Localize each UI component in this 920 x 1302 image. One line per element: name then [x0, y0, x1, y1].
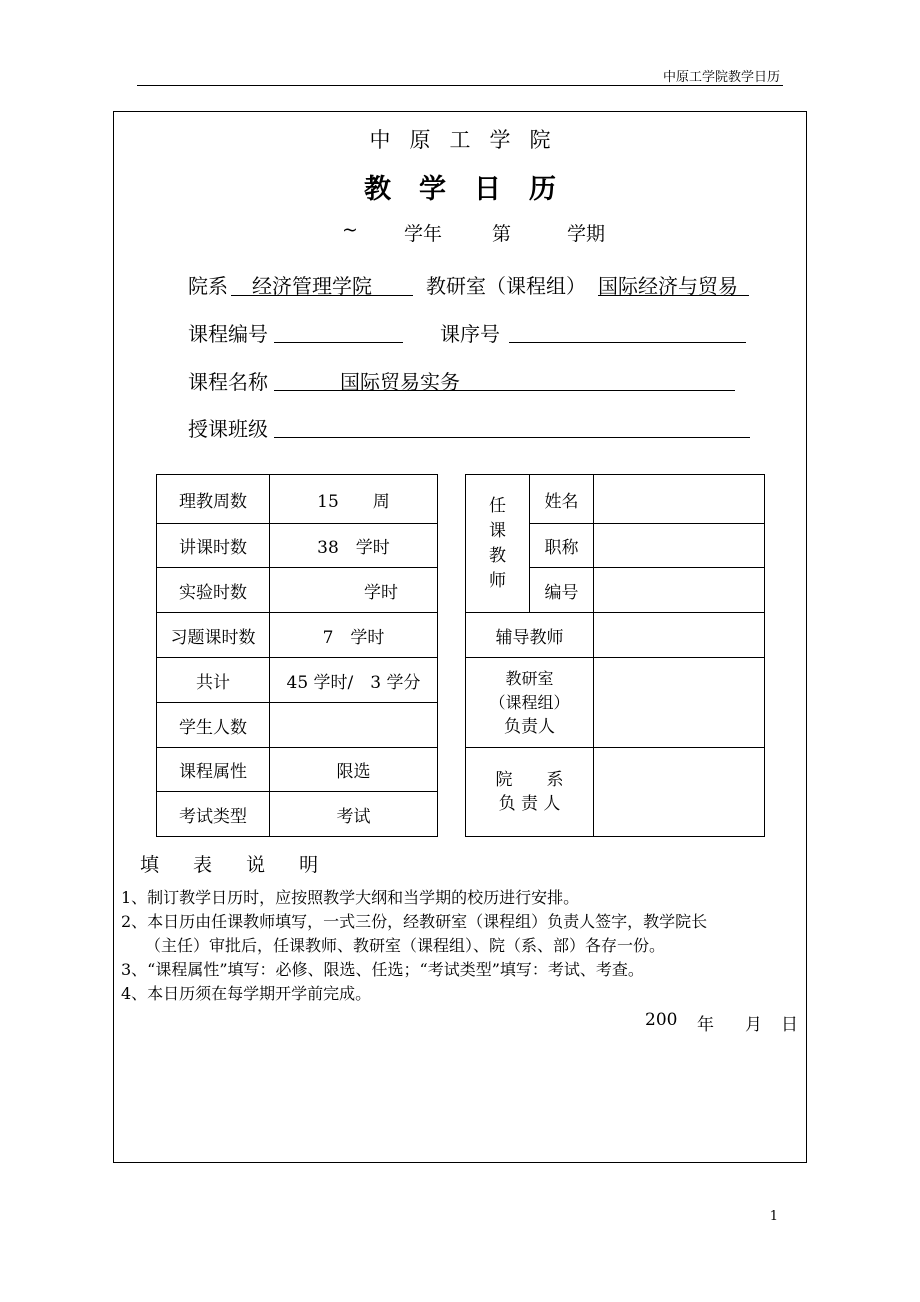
course-code-underline[interactable]: [274, 342, 403, 343]
assistant-label: 辅导教师: [466, 613, 594, 658]
course-name-value[interactable]: 国际贸易实务: [340, 370, 460, 394]
instruction-item: （主任）审批后，任课教师、教研室（课程组）、院（系、部）各存一份。: [145, 936, 666, 955]
class-underline[interactable]: [274, 437, 750, 438]
date-month-label: 月: [745, 1015, 762, 1035]
page-number: 1: [769, 1209, 778, 1224]
class-label: 授课班级: [188, 417, 268, 441]
staff-table: [465, 474, 765, 837]
section-label: 教研室（课程组）: [426, 274, 586, 298]
hours-value[interactable]: 45 学时/ 3 学分: [270, 658, 438, 703]
section-head-value[interactable]: [594, 658, 765, 748]
teacher-label-char: 课: [489, 520, 506, 541]
hours-value[interactable]: 15 周: [270, 475, 438, 524]
hours-table: [156, 474, 438, 837]
date-year-label: 年: [697, 1015, 714, 1035]
course-name-underline: [274, 390, 735, 391]
hours-value[interactable]: 7 学时: [270, 613, 438, 658]
id-label: 编号: [530, 568, 594, 613]
hours-value[interactable]: 学时: [270, 568, 438, 613]
term-year-label: 学年: [404, 223, 443, 245]
date-line: [0, 1010, 920, 1034]
hours-label: 讲课时数: [157, 524, 270, 568]
hours-label: 实验时数: [157, 568, 270, 613]
section-head-label: [466, 658, 594, 748]
title-value[interactable]: [594, 524, 765, 568]
term-semester-label: 学期: [567, 223, 606, 245]
hours-value[interactable]: 考试: [270, 792, 438, 837]
header-rule: [137, 85, 783, 86]
teacher-label-char: 师: [489, 570, 506, 591]
name-label: 姓名: [530, 475, 594, 524]
teacher-label: [466, 475, 530, 613]
teacher-label-char: 任: [489, 495, 506, 516]
header-text: 中原工学院教学日历: [662, 70, 780, 85]
instruction-item: 1、制订教学日历时，应按照教学大纲和当学期的校历进行安排。: [121, 888, 580, 907]
hours-label: 课程属性: [157, 748, 270, 792]
hours-label: 习题课时数: [157, 613, 270, 658]
instructions-title: 填 表 说 明: [140, 854, 333, 876]
hours-label: 学生人数: [157, 703, 270, 748]
department-underline: [231, 295, 413, 296]
course-seq-label: 课序号: [440, 322, 500, 346]
date-day-label: 日: [781, 1015, 798, 1035]
dept-head-value[interactable]: [594, 748, 765, 837]
section-head-line: 负责人: [504, 716, 555, 737]
section-head-line: 教研室: [505, 668, 554, 688]
teacher-label-char: 教: [489, 545, 506, 566]
course-code-label: 课程编号: [188, 322, 268, 346]
hours-label: 考试类型: [157, 792, 270, 837]
assistant-value[interactable]: [594, 613, 765, 658]
department-value[interactable]: 经济管理学院: [252, 274, 372, 298]
id-value[interactable]: [594, 568, 765, 613]
title-label: 职称: [530, 524, 594, 568]
name-value[interactable]: [594, 475, 765, 524]
term-tilde: ~: [342, 219, 358, 241]
department-label: 院系: [188, 274, 228, 298]
section-head-line: （课程组）: [489, 692, 570, 712]
hours-value[interactable]: 38 学时: [270, 524, 438, 568]
dept-head-line: 负 责 人: [498, 794, 561, 814]
hours-value[interactable]: [270, 703, 438, 748]
instruction-item: 3、“课程属性”填写：必修、限选、任选；“考试类型”填写：考试、考查。: [121, 960, 644, 979]
section-underline: [598, 295, 749, 296]
form-title: 教学日历: [364, 174, 584, 205]
term-di: 第: [492, 223, 512, 245]
course-name-label: 课程名称: [188, 370, 268, 394]
hours-label: 理教周数: [157, 475, 270, 524]
dept-head-label: [466, 748, 594, 837]
school-name: 中原工学院: [369, 128, 570, 152]
hours-label: 共计: [157, 658, 270, 703]
instruction-item: 4、本日历须在每学期开学前完成。: [121, 984, 372, 1003]
date-year[interactable]: 200: [645, 1010, 678, 1030]
instructions-list: [121, 886, 801, 1006]
instruction-item: 2、本日历由任课教师填写，一式三份，经教研室（课程组）负责人签字，教学院长: [121, 912, 708, 931]
course-seq-underline[interactable]: [509, 342, 746, 343]
dept-head-line: 院 系: [495, 770, 564, 790]
hours-value[interactable]: 限选: [270, 748, 438, 792]
term-line: [0, 219, 920, 247]
section-value[interactable]: 国际经济与贸易: [598, 274, 738, 298]
